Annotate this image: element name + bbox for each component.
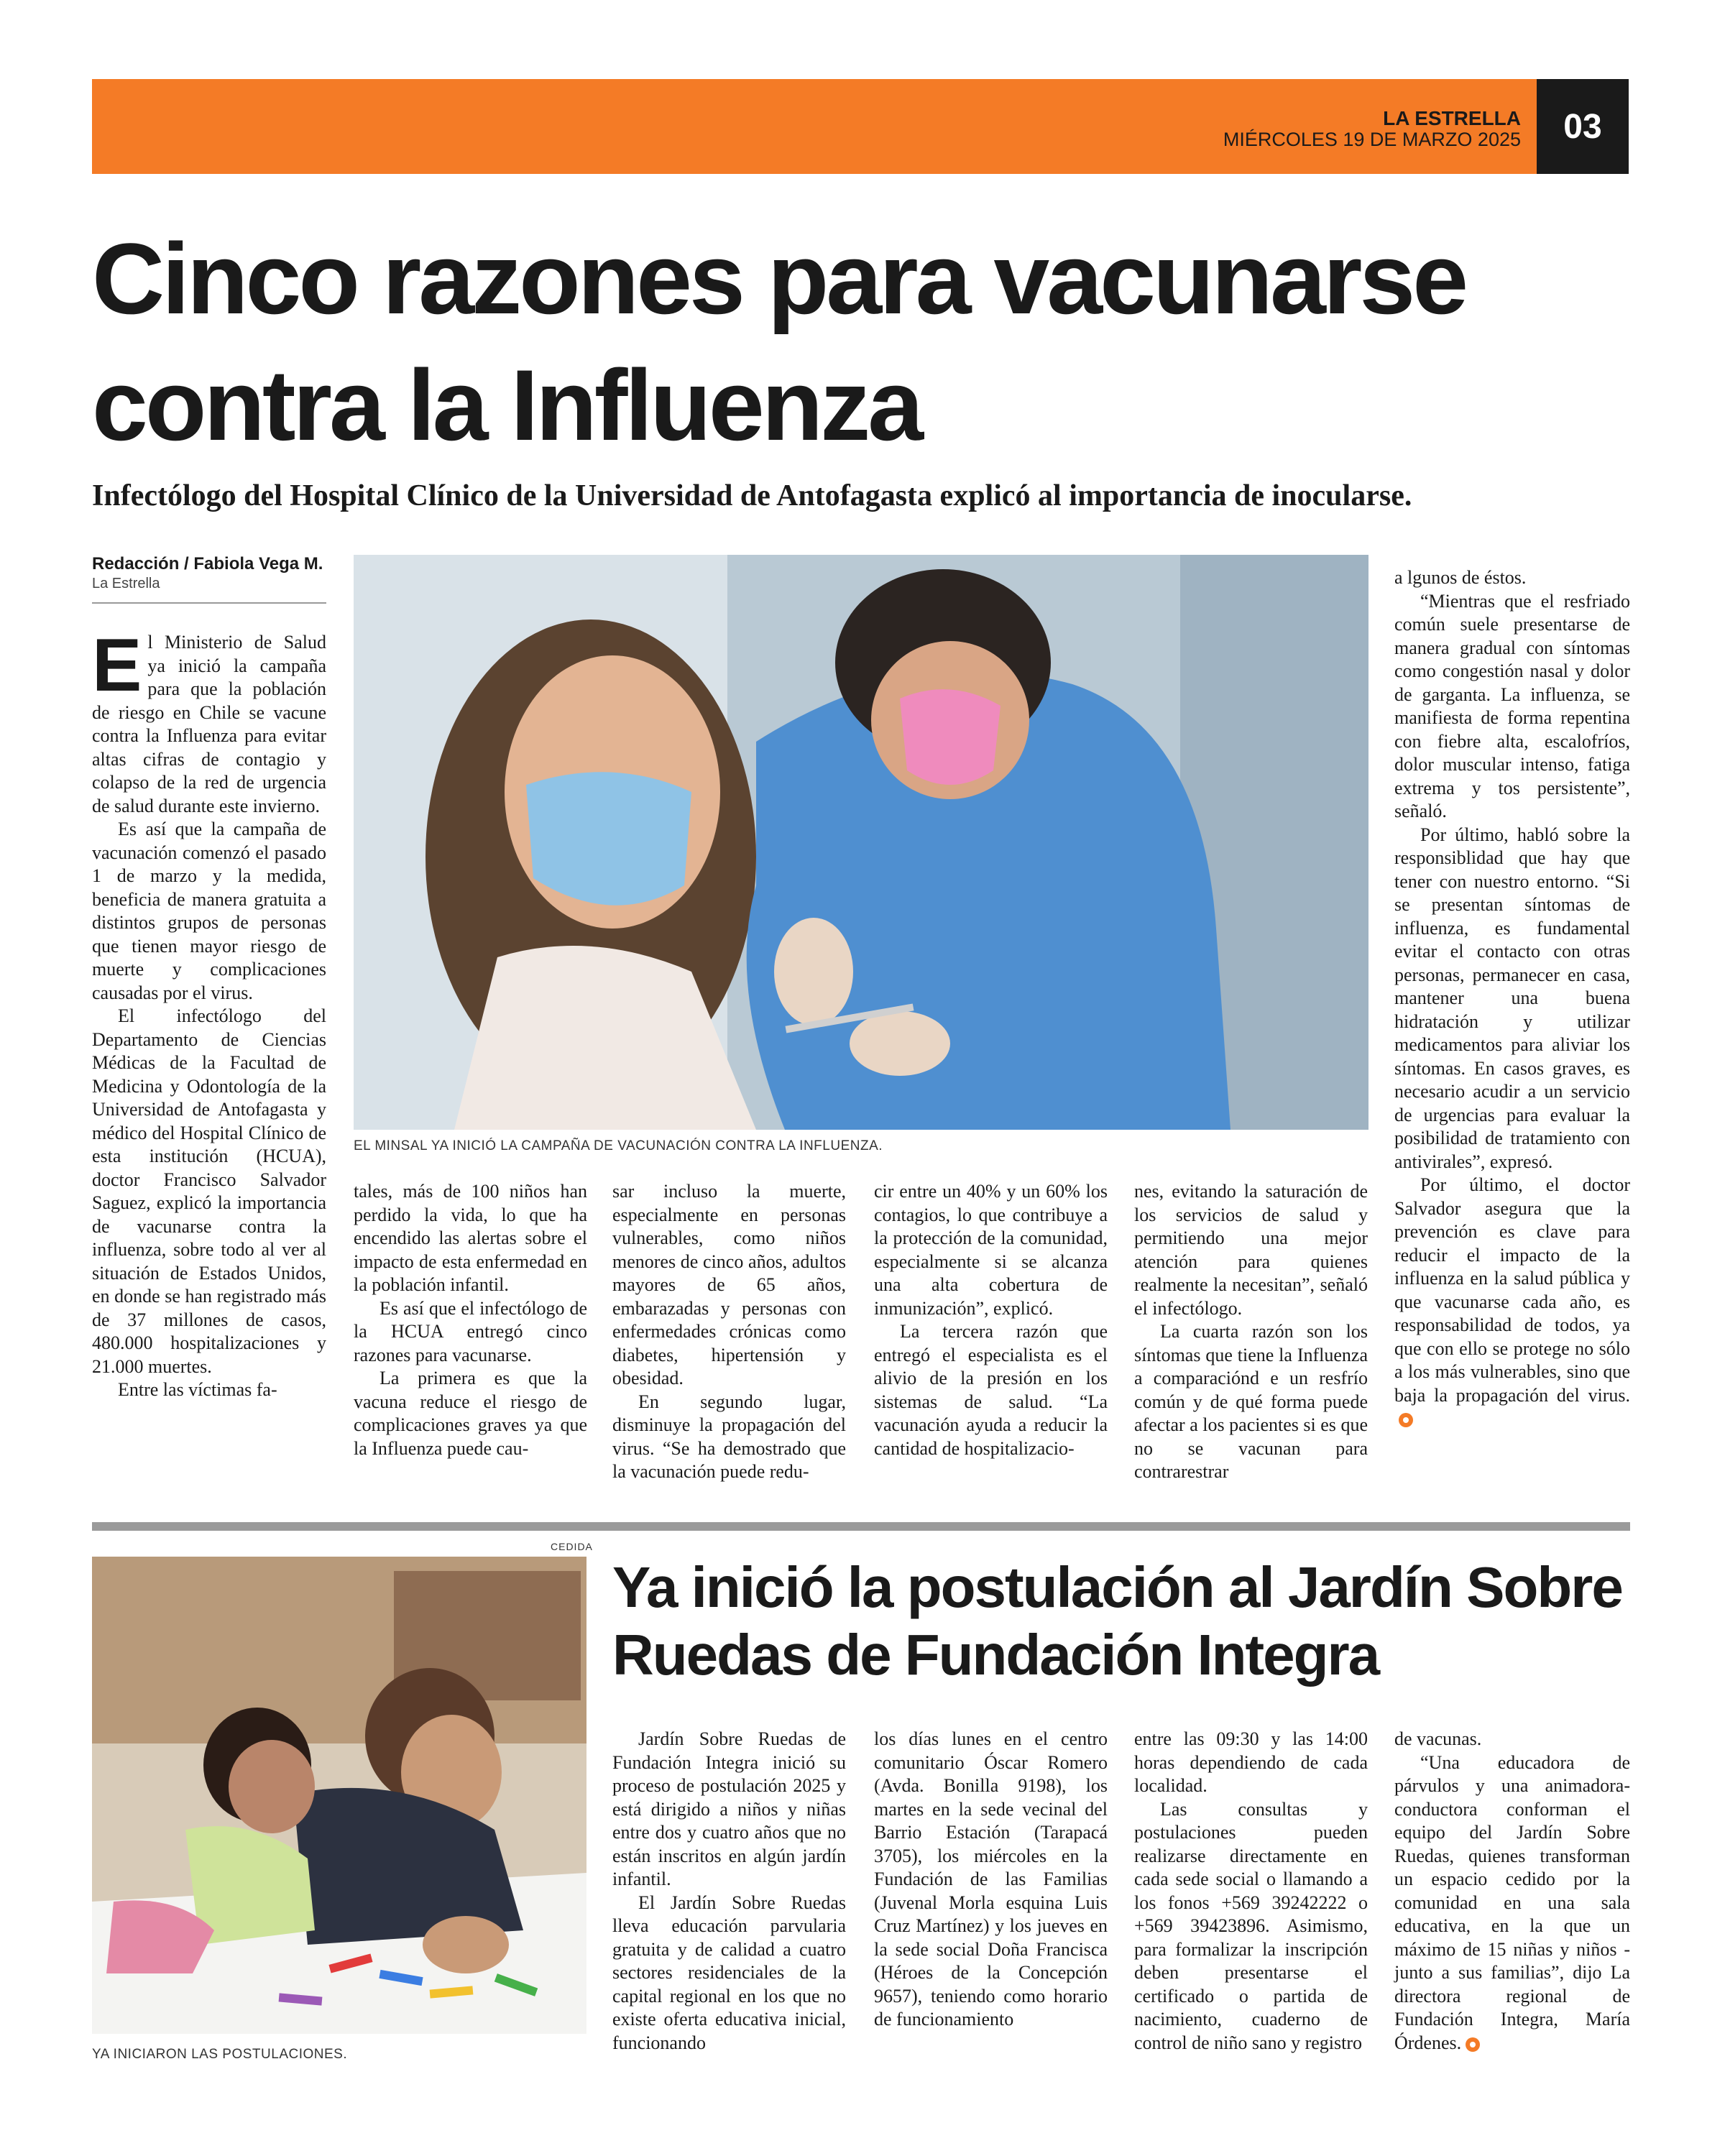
paper-name: LA ESTRELLA	[1383, 107, 1521, 129]
paragraph-text: “Una educadora de párvulos y una animadora-conductora conforman el equipo del Jardín Sobre Ruedas, quienes transforman un espacio cedido por la comunidad en una sala educativa, en la que un máximo de 15 niñas y niños - junto a sus familias”, dijo La directora regional de Fundación Integra, María Órdenes.	[1394, 1751, 1630, 2053]
paragraph: Jardín Sobre Ruedas de Fundación Integra inició su proceso de postulación 2025 y está dirigido a niños y niñas entre dos y cuatro años que no están inscritos en algún jardín infantil.	[612, 1728, 846, 1889]
masthead	[1223, 108, 1521, 149]
paragraph: La tercera razón que entregó el especialista es el alivio de la presión en los sistemas de salud. “La vacunación ayuda a reducir la cantidad de hospitalizacio-	[874, 1321, 1108, 1459]
paragraph: a lgunos de éstos.	[1394, 567, 1527, 588]
paragraph: “Mientras que el resfriado común suele presentarse de manera gradual con síntomas como congestión nasal y dolor de garganta. La influenza, se manifiesta de forma repentina con fiebre alta, escalofríos, dolor muscular intenso, fatiga extrema y tos persistente”, señaló.	[1394, 590, 1630, 821]
article-column-2	[354, 1180, 587, 1460]
article-column-6	[1394, 566, 1630, 1431]
paragraph: Por último, habló sobre la responsiblidad que hay que tener con nuestro entorno. “Si se presentan síntomas de influenza, es fundamental evitar el contacto con otras personas, permanecer en casa, mantener una buena hidratación y utilizar medicamentos para aliviar los síntomas. En casos graves, es necesario acudir a un servicio de urgencias para evaluar la posibilidad de tratamiento con antivirales”, expresó.	[1394, 824, 1630, 1172]
paragraph: La primera es que la vacuna reduce el riesgo de complicaciones graves ya que la Influenza puede cau-	[354, 1368, 587, 1459]
vaccination-photo-illustration	[354, 555, 1368, 1130]
byline	[92, 553, 326, 592]
paragraph: cir entre un 40% y un 60% los contagios, lo que contribuye a la protección de la comunidad, especialmente si se alcanza una alta cobertura de inmunización”, explicó.	[874, 1181, 1108, 1319]
paragraph	[1394, 1751, 1630, 2055]
paragraph-text: Por último, el doctor Salvador asegura que la prevención es clave para reducir el impacto de la influenza en la salud pública y que vacunarse cada año, es responsabilidad de todos, ya que con ello se protege no sólo a los más vulnerables, sino que baja la propagación del virus.	[1394, 1174, 1630, 1406]
article2-column-2	[874, 1728, 1108, 2032]
paragraph: de vacunas.	[1394, 1728, 1482, 1749]
issue-date: MIÉRCOLES 19 DE MARZO 2025	[1223, 129, 1521, 150]
photo-caption: YA INICIARON LAS POSTULACIONES.	[92, 2047, 348, 2062]
section-divider	[92, 1522, 1630, 1531]
paragraph	[1394, 1174, 1630, 1431]
photo-credit: CEDIDA	[551, 1541, 593, 1552]
paragraph: nes, evitando la saturación de los servicios de salud y permitiendo una mejor atención para quienes realmente la necesitan”, señaló el infectólogo.	[1134, 1181, 1368, 1319]
paragraph: entre las 09:30 y las 14:00 horas dependiendo de cada localidad.	[1134, 1728, 1368, 1796]
article-column-3	[612, 1180, 846, 1484]
paragraph: los días lunes en el centro comunitario Óscar Romero (Avda. Bonilla 9198), los martes en la sede vecinal del Barrio Estación (Tarapacá 3705), los miércoles en la Fundación de las Familias (Juvenal Morla esquina Luis Cruz Martínez) y los jueves en la sede social Doña Francisca (Héroes de la Concepción 9657), teniendo como horario de funcionamiento	[874, 1728, 1108, 2030]
paragraph: Las consultas y postulaciones pueden realizarse directamente en cada sede social o llamando a los fonos +569 39242222 o +569 39423896. Asimismo, para formalizar la inscripción deben presentarse el certificado o partida de nacimiento, cuaderno de control de niño sano y registro	[1134, 1798, 1368, 2053]
paragraph: sar incluso la muerte, especialmente en personas vulnerables, como niños menores de cinco años, adultos mayores de 65 años, embarazadas y personas con enfermedades crónicas como diabetes, hipertensión y obesidad.	[612, 1181, 846, 1388]
page-number: 03	[1537, 79, 1629, 174]
end-mark-icon	[1399, 1413, 1413, 1427]
paragraph	[92, 624, 326, 818]
article-subhead: Infectólogo del Hospital Clínico de la Universidad de Antofagasta explicó al importancia de inocularse.	[92, 479, 1412, 512]
paragraph: Es así que el infectólogo de la HCUA entregó cinco razones para vacunarse.	[354, 1297, 587, 1365]
article-headline: Ya inició la postulación al Jardín Sobre Ruedas de Fundación Integra	[612, 1555, 1622, 1687]
paragraph: En segundo lugar, disminuye la propagación del virus. “Se ha demostrado que la vacunación puede redu-	[612, 1391, 846, 1482]
drop-cap: E	[92, 624, 142, 707]
article2-column-3	[1134, 1728, 1368, 2055]
article-column-5	[1134, 1180, 1368, 1484]
article2-column-1	[612, 1728, 846, 2055]
paragraph: Es así que la campaña de vacunación comenzó el pasado 1 de marzo y la medida, beneficia de manera gratuita a distintos grupos de personas que tienen mayor riesgo de muerte y complicaciones causadas por el virus.	[92, 819, 326, 1003]
jardin-photo	[92, 1557, 586, 2034]
paragraph: Entre las víctimas fa-	[118, 1379, 277, 1400]
byline-divider	[92, 602, 326, 604]
end-mark-icon	[1466, 2037, 1480, 2052]
paragraph: La cuarta razón son los síntomas que tiene la Influenza a comparaciónd e un resfrío común y de qué forma puede afectar a los pacientes si es que no se vacunan para contrarestrar	[1134, 1321, 1368, 1482]
vaccination-photo	[354, 555, 1368, 1130]
article-column-1	[92, 624, 326, 1402]
article-column-4	[874, 1180, 1108, 1460]
article-headline: Cinco razones para vacunarse contra la Influenza	[92, 222, 1466, 461]
photo-caption: EL MINSAL YA INICIÓ LA CAMPAÑA DE VACUNACIÓN CONTRA LA INFLUENZA.	[354, 1138, 883, 1153]
byline-author: Redacción / Fabiola Vega M.	[92, 554, 323, 573]
article2-column-4	[1394, 1728, 1630, 2055]
paragraph-text: l Ministerio de Salud ya inició la campaña para que la población de riesgo en Chile se vacune contra la Influenza para evitar altas cifras de contagio y colapso de la red de urgencia de salud durante este invierno.	[92, 632, 326, 816]
paragraph: El infectólogo del Departamento de Ciencias Médicas de la Facultad de Medicina y Odontología de la Universidad de Antofagasta y médico del Hospital Clínico de esta institución (HCUA), doctor Francisco Salvador Saguez, explicó la importancia de vacunarse contra la influenza, sobre todo al ver al situación de Estados Unidos, en donde se han registrado más de 37 millones de casos, 480.000 hospitalizaciones y 21.000 muertes.	[92, 1005, 326, 1377]
paragraph: El Jardín Sobre Ruedas lleva educación parvularia gratuita y de calidad a cuatro sectores residenciales de la capital regional en los que no existe oferta educativa inicial, funcionando	[612, 1892, 846, 2053]
jardin-photo-illustration	[92, 1557, 586, 2034]
byline-outlet: La Estrella	[92, 576, 160, 591]
paragraph: tales, más de 100 niños han perdido la vida, lo que ha encendido las alertas sobre el impacto de esta enfermedad en la población infantil.	[354, 1181, 587, 1295]
